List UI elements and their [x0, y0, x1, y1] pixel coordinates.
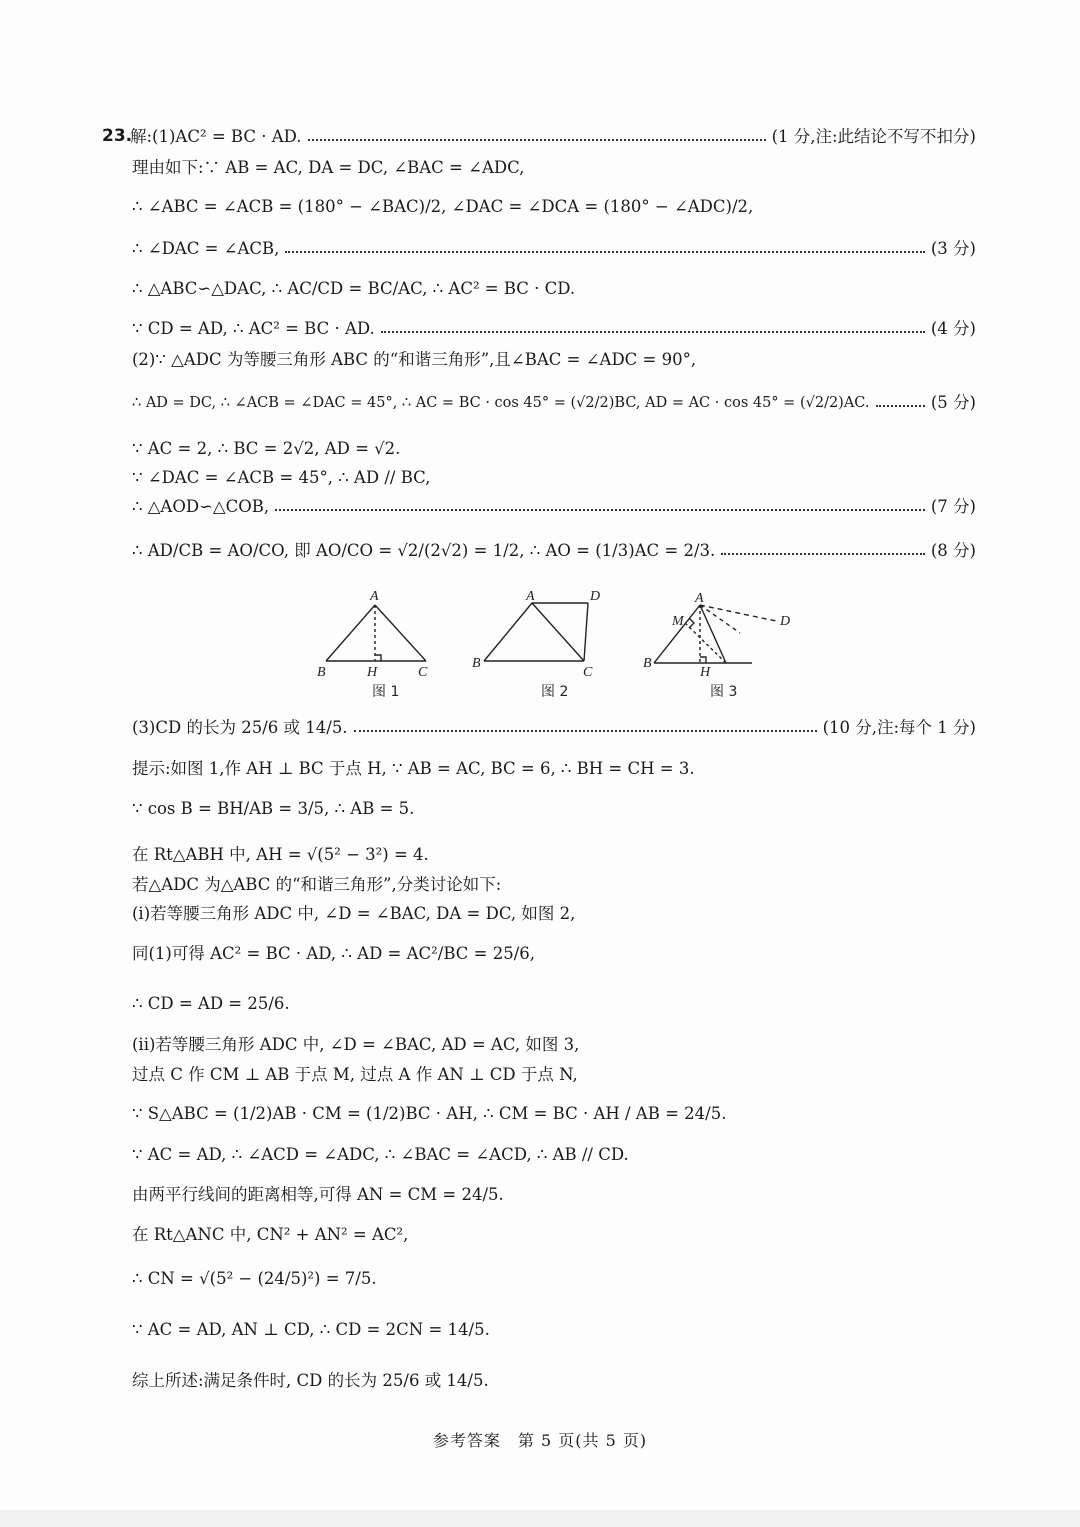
solution-line-19	[132, 943, 976, 965]
dot-leader	[275, 507, 925, 511]
line-text: 解:(1)AC² = BC · AD.	[130, 127, 302, 146]
solution-line-8	[132, 392, 976, 414]
score-note: (8 分)	[930, 541, 976, 560]
figure-2-caption: 图 2	[541, 684, 569, 700]
solution-line-3	[132, 196, 976, 218]
solution-line-25	[132, 1184, 976, 1206]
solution-line-16	[132, 844, 976, 866]
score-note: (5 分)	[930, 393, 976, 412]
fig2-segment-ab	[484, 603, 532, 661]
line-text: ∵ S△ABC = (1/2)AB · CM = (1/2)BC · AH, ∴ CM = BC · AH / AB = 24/5.	[132, 1104, 727, 1123]
line-text: (ii)若等腰三角形 ADC 中, ∠D = ∠BAC, AD = AC, 如图 3,	[132, 1035, 580, 1054]
solution-line-17	[132, 874, 976, 896]
line-text: ∴ AD/CB = AO/CO, 即 AO/CO = √2/(2√2) = 1/2, ∴ AO = (1/3)AC = 2/3.	[132, 541, 716, 560]
fig1-label-c: C	[418, 665, 428, 680]
solution-line-21	[132, 1034, 976, 1056]
fig2-label-b: B	[472, 656, 481, 671]
geometry-figures	[300, 585, 800, 705]
dot-leader	[308, 137, 766, 141]
line-text: ∴ △ABC∽△DAC, ∴ AC/CD = BC/AC, ∴ AC² = BC · CD.	[132, 279, 576, 298]
fig2-label-a: A	[526, 589, 535, 604]
solution-line-2	[132, 157, 976, 179]
fig3-right-angle-mark-m	[689, 618, 694, 628]
fig3-label-a: A	[695, 591, 704, 606]
line-text: 由两平行线间的距离相等,可得 AN = CM = 24/5.	[132, 1185, 504, 1204]
fig2-segment-dc	[584, 603, 588, 661]
fig1-label-h: H	[367, 665, 378, 680]
solution-line-27	[132, 1268, 976, 1290]
solution-line-10	[132, 467, 976, 489]
fig3-label-h: H	[700, 665, 711, 680]
score-note: (4 分)	[930, 319, 976, 338]
solution-line-26	[132, 1224, 976, 1246]
bottom-margin-band	[0, 1510, 1080, 1527]
fig1-label-a: A	[370, 589, 379, 604]
solution-line-1	[130, 126, 976, 148]
line-text: (2)∵ △ADC 为等腰三角形 ABC 的“和谐三角形”,且∠BAC = ∠ADC = 90°,	[132, 350, 697, 369]
line-text: ∵ cos B = BH/AB = 3/5, ∴ AB = 5.	[132, 799, 415, 818]
fig2-label-c: C	[583, 665, 593, 680]
solution-line-13	[132, 717, 976, 739]
page-footer: 参考答案 第 5 页(共 5 页)	[432, 1431, 648, 1450]
solution-line-12	[132, 540, 976, 562]
solution-line-11	[132, 496, 976, 518]
line-text: ∴ CN = √(5² − (24/5)²) = 7/5.	[132, 1269, 377, 1288]
solution-line-5	[132, 278, 976, 300]
line-text: 理由如下:∵ AB = AC, DA = DC, ∠BAC = ∠ADC,	[132, 158, 525, 177]
line-text: 过点 C 作 CM ⊥ AB 于点 M, 过点 A 作 AN ⊥ CD 于点 N,	[132, 1065, 578, 1084]
fig3-right-angle-mark	[700, 657, 706, 663]
question-number: 23.	[102, 126, 133, 146]
solution-line-22	[132, 1064, 976, 1086]
score-note: (1 分,注:此结论不写不扣分)	[771, 127, 976, 146]
solution-line-9	[132, 438, 976, 460]
line-text: ∴ CD = AD = 25/6.	[132, 994, 290, 1013]
solution-line-29	[132, 1370, 976, 1392]
dot-leader	[381, 329, 925, 333]
fig1-segment-ab	[326, 605, 375, 661]
figure-1	[326, 605, 426, 661]
solution-line-23	[132, 1103, 976, 1125]
figure-3-caption: 图 3	[710, 684, 738, 700]
dot-leader	[285, 249, 924, 253]
line-text: (i)若等腰三角形 ADC 中, ∠D = ∠BAC, DA = DC, 如图 2,	[132, 904, 576, 923]
line-text: ∴ ∠ABC = ∠ACB = (180° − ∠BAC)/2, ∠DAC = ∠DCA = (180° − ∠ADC)/2,	[132, 197, 754, 216]
fig3-label-m: M	[672, 614, 684, 629]
score-note: (10 分,注:每个 1 分)	[822, 718, 976, 737]
figure-1-caption: 图 1	[372, 684, 400, 700]
fig1-label-b: B	[317, 665, 326, 680]
dot-leader	[354, 728, 817, 732]
solution-line-14	[132, 758, 976, 780]
line-text: ∵ AC = AD, AN ⊥ CD, ∴ CD = 2CN = 14/5.	[132, 1320, 490, 1339]
line-text: ∵ CD = AD, ∴ AC² = BC · AD.	[132, 319, 375, 338]
dot-leader	[876, 403, 925, 407]
solution-line-15	[132, 798, 976, 820]
solution-line-6	[132, 318, 976, 340]
figure-2	[484, 603, 588, 661]
line-text: 若△ADC 为△ABC 的“和谐三角形”,分类讨论如下:	[132, 875, 502, 894]
fig3-segment-ad	[700, 605, 776, 621]
solution-line-18	[132, 903, 976, 925]
line-text: 在 Rt△ANC 中, CN² + AN² = AC²,	[132, 1225, 409, 1244]
fig3-label-b: B	[643, 656, 652, 671]
dot-leader	[721, 551, 925, 555]
score-note: (3 分)	[930, 239, 976, 258]
fig2-label-d: D	[590, 589, 601, 604]
fig3-segment-ac	[700, 605, 726, 663]
line-text: 同(1)可得 AC² = BC · AD, ∴ AD = AC²/BC = 25/6,	[132, 944, 536, 963]
line-text: (3)CD 的长为 25/6 或 14/5.	[132, 718, 348, 737]
line-text: ∵ ∠DAC = ∠ACB = 45°, ∴ AD // BC,	[132, 468, 431, 487]
line-text: ∴ AD = DC, ∴ ∠ACB = ∠DAC = 45°, ∴ AC = BC · cos 45° = (√2/2)BC, AD = AC · cos 45° = (√2/2)AC.	[132, 395, 870, 411]
line-text: 在 Rt△ABH 中, AH = √(5² − 3²) = 4.	[132, 845, 429, 864]
fig1-segment-ac	[375, 605, 426, 661]
fig2-segment-ac	[532, 603, 584, 661]
solution-line-24	[132, 1144, 976, 1166]
line-text: ∴ △AOD∽△COB,	[132, 497, 270, 516]
line-text: 提示:如图 1,作 AH ⊥ BC 于点 H, ∵ AB = AC, BC = 6, ∴ BH = CH = 3.	[132, 759, 695, 778]
fig3-label-d: D	[780, 614, 791, 629]
solution-line-28	[132, 1319, 976, 1341]
score-note: (7 分)	[930, 497, 976, 516]
line-text: ∵ AC = AD, ∴ ∠ACD = ∠ADC, ∴ ∠BAC = ∠ACD, ∴ AB // CD.	[132, 1145, 629, 1164]
line-text: 综上所述:满足条件时, CD 的长为 25/6 或 14/5.	[132, 1371, 489, 1390]
line-text: ∵ AC = 2, ∴ BC = 2√2, AD = √2.	[132, 439, 401, 458]
line-text: ∴ ∠DAC = ∠ACB,	[132, 239, 280, 258]
fig1-right-angle-mark	[375, 655, 381, 661]
solution-line-4	[132, 238, 976, 260]
solution-line-7	[132, 349, 976, 371]
solution-line-20	[132, 993, 976, 1015]
